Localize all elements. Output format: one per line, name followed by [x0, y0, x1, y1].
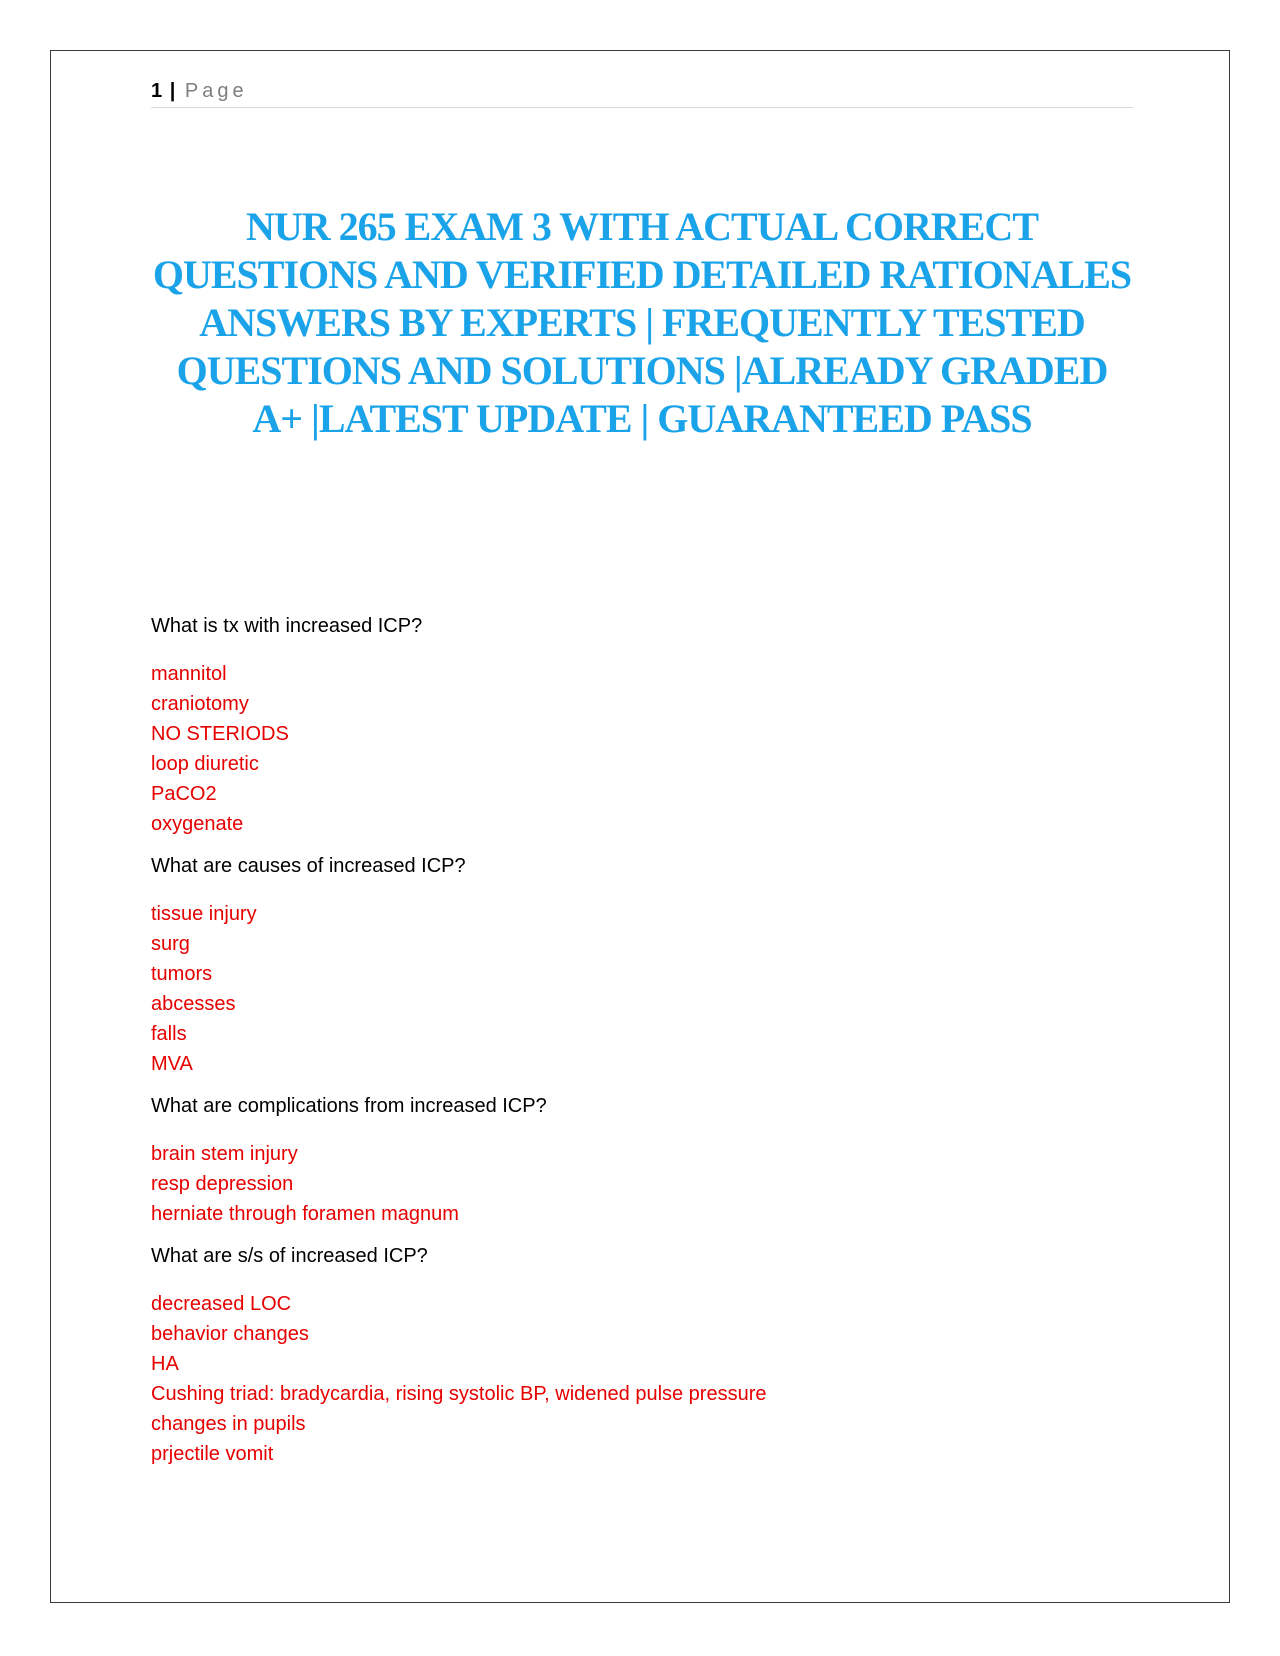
- answer-item: mannitol: [151, 663, 227, 685]
- answer-item: loop diuretic: [151, 753, 259, 775]
- answer-list: [151, 1289, 1133, 1469]
- answer-item: tissue injury: [151, 903, 257, 925]
- answer-list: [151, 659, 1133, 839]
- qa-block: [151, 1091, 1133, 1229]
- answer-item: surg: [151, 933, 190, 955]
- answer-list: [151, 1139, 1133, 1229]
- question: What are s/s of increased ICP?: [151, 1245, 428, 1267]
- qa-block: [151, 1241, 1133, 1469]
- answer-item: prjectile vomit: [151, 1443, 274, 1465]
- answer-item: falls: [151, 1023, 187, 1045]
- document-page: [50, 50, 1230, 1603]
- qa-block: [151, 851, 1133, 1079]
- answer-item: resp depression: [151, 1173, 294, 1195]
- answer-list: [151, 899, 1133, 1079]
- qa-block: [151, 611, 1133, 839]
- page-number: 1: [151, 80, 163, 102]
- page-label: Page: [184, 80, 248, 102]
- answer-item: abcesses: [151, 993, 236, 1015]
- answer-item: NO STERIODS: [151, 723, 289, 745]
- answer-item: tumors: [151, 963, 213, 985]
- header-separator: |: [169, 80, 176, 102]
- answer-item: MVA: [151, 1053, 193, 1075]
- answer-item: HA: [151, 1353, 179, 1375]
- answer-item: behavior changes: [151, 1323, 309, 1345]
- answer-item: decreased LOC: [151, 1293, 292, 1315]
- answer-item: Cushing triad: bradycardia, rising systolic BP, widened pulse pressure: [151, 1383, 767, 1405]
- document-title: NUR 265 EXAM 3 WITH ACTUAL CORRECT QUESTIONS AND VERIFIED DETAILED RATIONALES ANSWERS BY EXPERTS | FREQUENTLY TESTED QUESTIONS AND SOLUTIONS |ALREADY GRADED A+ |LATEST UPDATE | GUARANTEED PASS: [152, 204, 1132, 441]
- answer-item: oxygenate: [151, 813, 244, 835]
- question: What are complications from increased ICP?: [151, 1095, 547, 1117]
- answer-item: craniotomy: [151, 693, 249, 715]
- page-header: [151, 79, 1133, 108]
- answer-item: PaCO2: [151, 783, 217, 805]
- answer-item: herniate through foramen magnum: [151, 1203, 459, 1225]
- answer-item: changes in pupils: [151, 1413, 306, 1435]
- question: What are causes of increased ICP?: [151, 855, 466, 877]
- qa-content: [151, 611, 1133, 1481]
- question: What is tx with increased ICP?: [151, 615, 423, 637]
- answer-item: brain stem injury: [151, 1143, 298, 1165]
